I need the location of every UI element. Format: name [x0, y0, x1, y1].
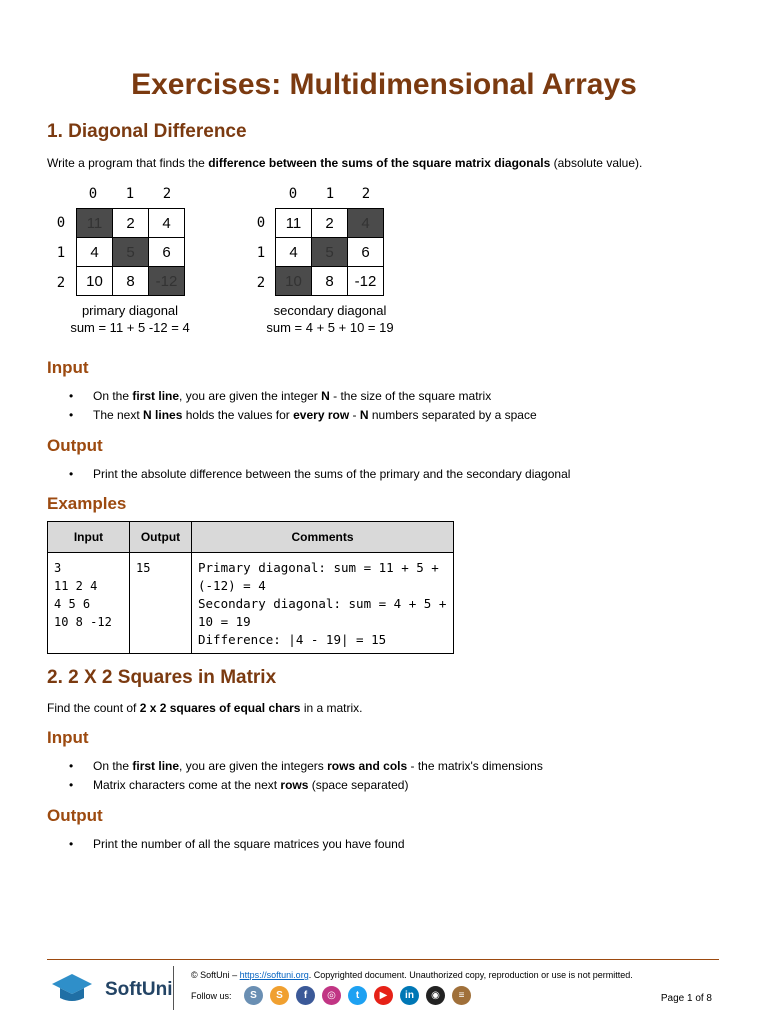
footer-separator: [173, 966, 174, 1010]
matrix-cell: -12: [347, 266, 384, 296]
example-output: 15: [130, 553, 192, 654]
example-comments: Primary diagonal: sum = 11 + 5 + (-12) = 4 Secondary diagonal: sum = 4 + 5 + 10 = 19 Difference: |4 - 19| = 15: [192, 553, 454, 654]
col-index: 1: [125, 186, 135, 202]
instagram-icon[interactable]: ◎: [322, 986, 341, 1005]
secondary-sum: sum = 4 + 5 + 10 = 19: [266, 320, 394, 335]
matrix-cell: 5: [112, 237, 149, 267]
logo-text: SoftUni: [105, 979, 173, 1000]
social-icons: [244, 986, 471, 1005]
softuni-link[interactable]: https://softuni.org: [239, 970, 309, 980]
matrix-cell: 10: [76, 266, 113, 296]
col-index: 0: [288, 186, 298, 202]
twitter-icon[interactable]: t: [348, 986, 367, 1005]
github-icon[interactable]: ◉: [426, 986, 445, 1005]
example-input: 3 11 2 4 4 5 6 10 8 -12: [48, 553, 130, 654]
matrix-cell: 6: [148, 237, 185, 267]
section-2-heading: 2. 2 X 2 Squares in Matrix: [47, 667, 277, 688]
col-index: 0: [88, 186, 98, 202]
primary-sum: sum = 11 + 5 -12 = 4: [70, 320, 190, 335]
row-index: 1: [256, 245, 266, 261]
output-heading: Output: [47, 436, 103, 455]
table-header: Output: [130, 522, 192, 553]
softuni-logo[interactable]: [50, 970, 173, 1008]
facebook-icon[interactable]: f: [296, 986, 315, 1005]
matrix-cell: 8: [311, 266, 348, 296]
examples-heading: Examples: [47, 494, 127, 513]
matrix-cell: 4: [76, 237, 113, 267]
page-title: Exercises: Multidimensional Arrays: [131, 68, 637, 101]
linkedin-icon[interactable]: in: [400, 986, 419, 1005]
follow-us-label: Follow us:: [191, 991, 232, 1001]
examples-table: [47, 521, 454, 654]
matrix-cell: -12: [148, 266, 185, 296]
col-index: 1: [325, 186, 335, 202]
output-heading-2: Output: [47, 806, 103, 825]
section-1-intro: Write a program that finds the difference between the sums of the square matrix diagonals (absolute value).: [47, 156, 643, 170]
table-header: Comments: [192, 522, 454, 553]
row-index: 0: [256, 215, 266, 231]
stackoverflow-icon[interactable]: ≡: [452, 986, 471, 1005]
section-1-heading: 1. Diagonal Difference: [47, 121, 247, 142]
copyright: © SoftUni – https://softuni.org. Copyrighted document. Unauthorized copy, reproduction or use is not permitted.: [191, 970, 633, 980]
table-header: Input: [48, 522, 130, 553]
matrix-cell: 11: [76, 208, 113, 238]
section-2-intro: Find the count of 2 x 2 squares of equal chars in a matrix.: [47, 701, 363, 715]
matrix-cell: 4: [275, 237, 312, 267]
graduation-cap-icon: [50, 972, 94, 1006]
table-row: [48, 553, 454, 654]
matrix-cell: 2: [311, 208, 348, 238]
row-index: 2: [56, 275, 66, 291]
matrix-cell: 5: [311, 237, 348, 267]
row-index: 0: [56, 215, 66, 231]
matrix-cell: 10: [275, 266, 312, 296]
matrix-cell: 6: [347, 237, 384, 267]
matrix-cell: 8: [112, 266, 149, 296]
youtube-icon[interactable]: ▶: [374, 986, 393, 1005]
softuni-icon[interactable]: S: [244, 986, 263, 1005]
secondary-caption: secondary diagonal: [273, 303, 387, 318]
matrix-cell: 4: [347, 208, 384, 238]
matrix-cell: 2: [112, 208, 149, 238]
matrix-cell: 11: [275, 208, 312, 238]
primary-caption: primary diagonal: [81, 303, 179, 318]
row-index: 2: [256, 275, 266, 291]
col-index: 2: [361, 186, 371, 202]
input-heading-2: Input: [47, 728, 89, 747]
matrix-cell: 4: [148, 208, 185, 238]
col-index: 2: [162, 186, 172, 202]
page-number: Page 1 of 8: [660, 993, 712, 1004]
row-index: 1: [56, 245, 66, 261]
input-heading: Input: [47, 358, 89, 377]
footer-divider: [47, 959, 719, 960]
softuni-alt-icon[interactable]: S: [270, 986, 289, 1005]
